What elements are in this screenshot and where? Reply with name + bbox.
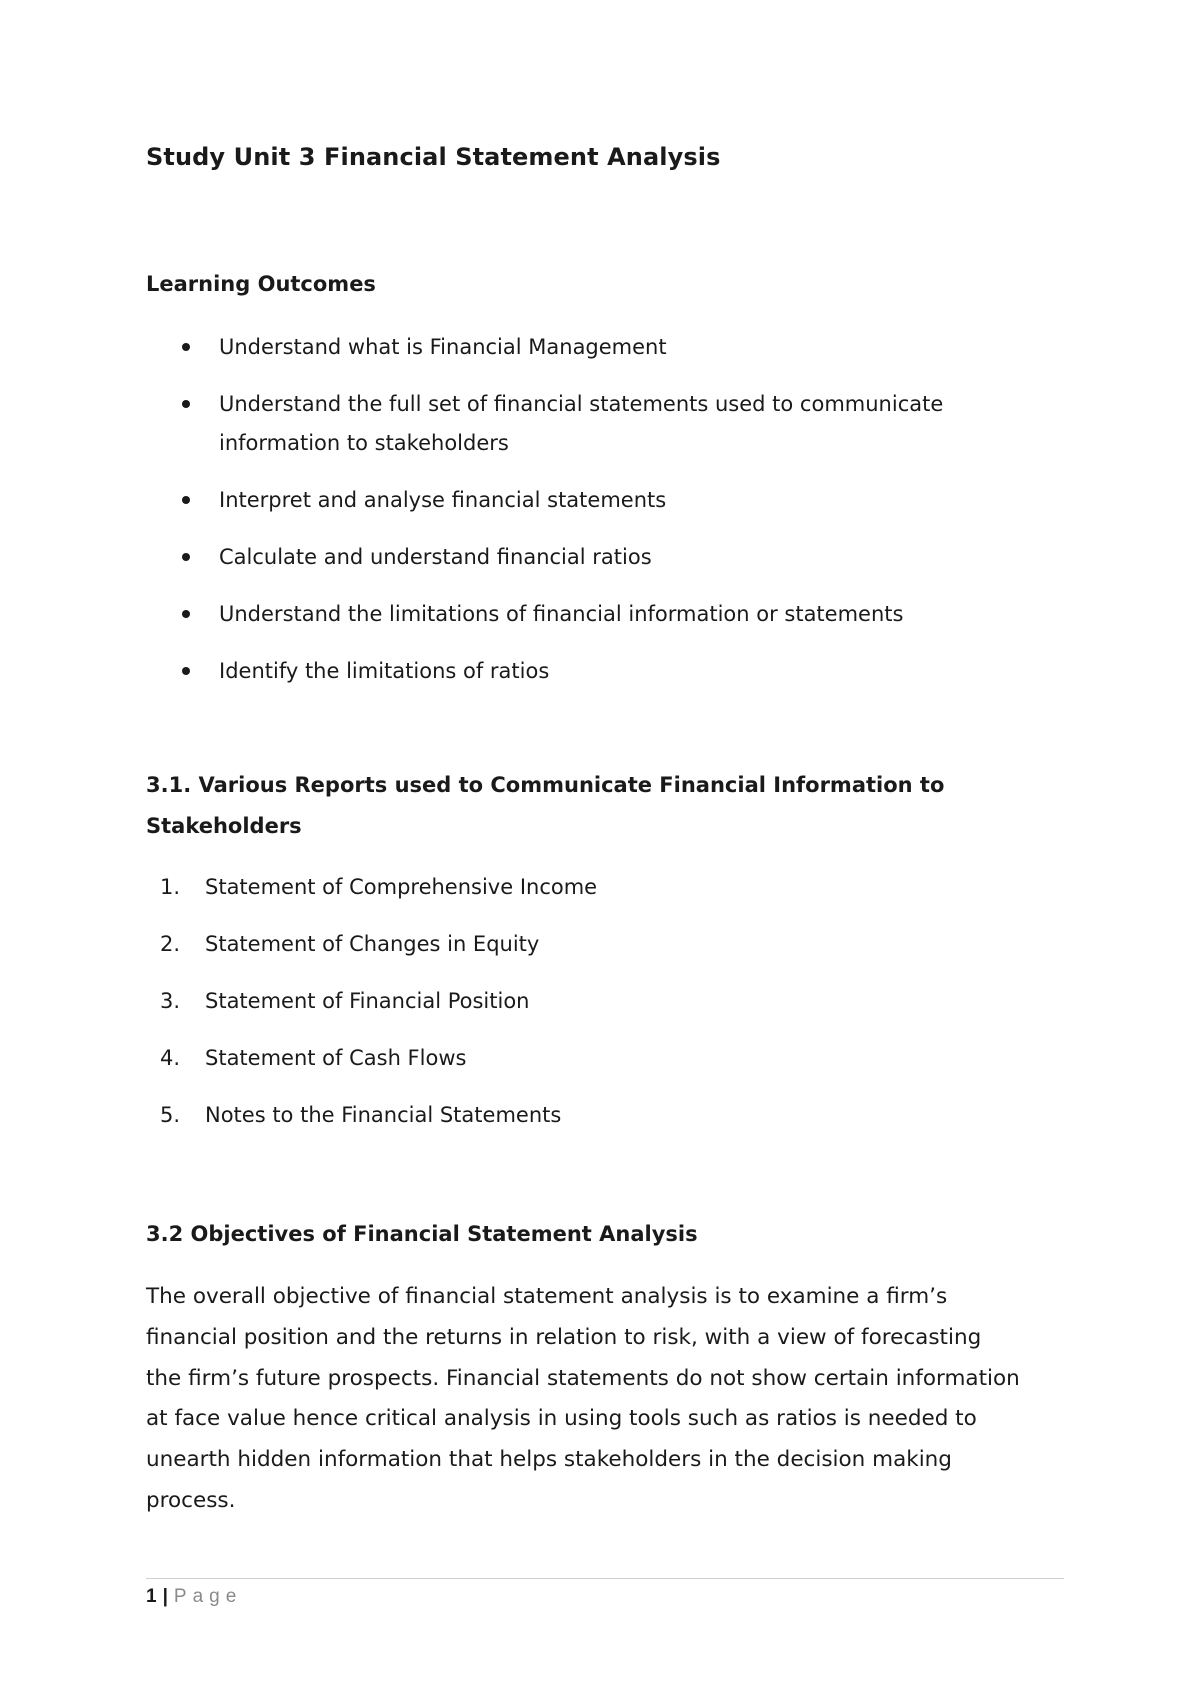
page-label: Page: [173, 1586, 243, 1607]
list-marker: 2.: [160, 932, 181, 956]
page-footer: [146, 1586, 242, 1608]
list-item-text: Understand what is Financial Management: [219, 335, 667, 359]
section-3-1-heading: 3.1. Various Reports used to Communicate Financial Information to: [146, 773, 945, 797]
footer-separator: |: [162, 1586, 168, 1607]
list-marker: 1.: [160, 875, 181, 899]
list-item-text: Understand the limitations of financial information or statements: [219, 602, 904, 626]
bullet-icon: [182, 667, 190, 675]
list-marker: 3.: [160, 989, 181, 1013]
paragraph-line: The overall objective of financial statement analysis is to examine a firm’s: [146, 1284, 948, 1309]
list-marker: 4.: [160, 1046, 181, 1070]
bullet-icon: [182, 610, 190, 618]
list-item-text: Statement of Financial Position: [205, 989, 530, 1013]
section-3-1-heading-continued: Stakeholders: [146, 814, 302, 838]
footer-divider: [146, 1578, 1064, 1579]
list-item-text: Identify the limitations of ratios: [219, 659, 550, 683]
bullet-icon: [182, 496, 190, 504]
bullet-icon: [182, 343, 190, 351]
list-item-text: Statement of Comprehensive Income: [205, 875, 598, 899]
list-item-text: Understand the full set of financial statements used to communicate: [219, 392, 944, 416]
section-3-2-heading: 3.2 Objectives of Financial Statement Analysis: [146, 1222, 698, 1246]
page-number: 1: [146, 1586, 157, 1607]
list-item-text: Notes to the Financial Statements: [205, 1103, 562, 1127]
paragraph-line: at face value hence critical analysis in using tools such as ratios is needed to: [146, 1406, 977, 1432]
list-item-text: Statement of Cash Flows: [205, 1046, 467, 1070]
objectives-paragraph: [146, 1277, 1066, 1522]
bullet-icon: [182, 553, 190, 561]
learning-outcomes-heading: Learning Outcomes: [146, 272, 376, 296]
list-item-text: Calculate and understand financial ratios: [219, 545, 652, 569]
paragraph-line: the firm’s future prospects. Financial statements do not show certain information: [146, 1365, 1020, 1391]
document-title: Study Unit 3 Financial Statement Analysis: [146, 143, 721, 171]
paragraph-line: financial position and the returns in relation to risk, with a view of forecasting: [146, 1324, 982, 1350]
paragraph-line: unearth hidden information that helps stakeholders in the decision making: [146, 1447, 952, 1473]
list-item-text: information to stakeholders: [219, 431, 509, 455]
paragraph-line: process.: [146, 1487, 236, 1513]
bullet-icon: [182, 400, 190, 408]
list-item-text: Statement of Changes in Equity: [205, 932, 540, 956]
list-item-text: Interpret and analyse financial statements: [219, 488, 667, 512]
list-marker: 5.: [160, 1103, 181, 1127]
